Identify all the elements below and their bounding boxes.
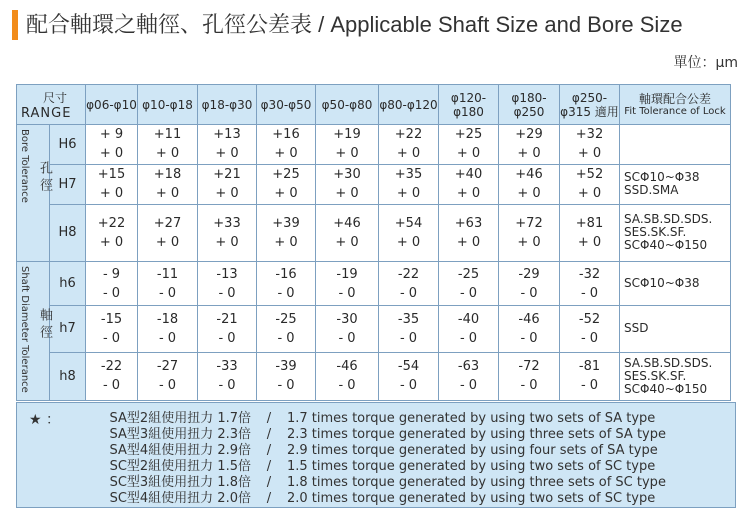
- value-cell: +81 + 0: [560, 204, 620, 261]
- grade-cell: H8: [50, 204, 86, 261]
- shaft-label-en: Shaft Diameter Tolerance: [19, 266, 30, 393]
- value-cell: -15 - 0: [86, 306, 138, 352]
- value-cell: -33 - 0: [198, 352, 257, 400]
- value-cell: +46 + 0: [499, 164, 560, 204]
- bore-row-h7: [17, 164, 731, 204]
- unit-label: 單位：μm: [673, 55, 738, 71]
- value-cell: +16 + 0: [257, 125, 316, 165]
- header-row: [17, 85, 731, 125]
- note-line: SC型4組使用扭力 2.0倍 / 2.0 times torque generated by using two sets of SC type: [109, 491, 656, 506]
- fit-cell: SA.SB.SD.SDS. SES.SK.SF. SCΦ40~Φ150: [620, 352, 731, 400]
- bore-row-h6: [17, 125, 731, 165]
- bore-label-en: Bore Tolerance: [19, 129, 30, 203]
- value-cell: +15 + 0: [86, 164, 138, 204]
- value-cell: -22 - 0: [379, 262, 439, 306]
- bore-label-zh: 孔徑: [37, 161, 52, 195]
- note-line: SC型3組使用扭力 1.8倍 / 1.8 times torque generated by using three sets of SC type: [109, 475, 666, 490]
- value-cell: +27 + 0: [138, 204, 198, 261]
- value-cell: -72 - 0: [499, 352, 560, 400]
- range-col-header: φ10-φ18: [138, 85, 198, 125]
- bore-side-label: [17, 125, 50, 262]
- value-cell: -46 - 0: [316, 352, 379, 400]
- value-cell: + 9 + 0: [86, 125, 138, 165]
- grade-cell: h7: [50, 306, 86, 352]
- value-cell: +33 + 0: [198, 204, 257, 261]
- value-cell: +29 + 0: [499, 125, 560, 165]
- range-col-header: φ50-φ80: [316, 85, 379, 125]
- shaft-label-zh: 軸徑: [37, 308, 52, 342]
- value-cell: +22 + 0: [86, 204, 138, 261]
- value-cell: +21 + 0: [198, 164, 257, 204]
- range-col-header: φ250-φ315 適用: [560, 85, 620, 125]
- torque-notes-panel: [16, 402, 736, 508]
- value-cell: -18 - 0: [138, 306, 198, 352]
- value-cell: -81 - 0: [560, 352, 620, 400]
- value-cell: -39 - 0: [257, 352, 316, 400]
- shaft-row-h8: [17, 352, 731, 400]
- value-cell: -22 - 0: [86, 352, 138, 400]
- range-col-header: φ80-φ120: [379, 85, 439, 125]
- range-col-header: φ06-φ10: [86, 85, 138, 125]
- value-cell: +25 + 0: [257, 164, 316, 204]
- note-line: SA型3組使用扭力 2.3倍 / 2.3 times torque generated by using three sets of SA type: [109, 427, 666, 442]
- note-line: SA型2組使用扭力 1.7倍 / 1.7 times torque generated by using two sets of SA type: [109, 411, 656, 426]
- value-cell: -16 - 0: [257, 262, 316, 306]
- grade-cell: H6: [50, 125, 86, 165]
- value-cell: +22 + 0: [379, 125, 439, 165]
- value-cell: +63 + 0: [439, 204, 499, 261]
- grade-cell: H7: [50, 164, 86, 204]
- range-header-cell: [17, 85, 86, 125]
- value-cell: -32 - 0: [560, 262, 620, 306]
- note-line: SA型4組使用扭力 2.9倍 / 2.9 times torque generated by using four sets of SA type: [109, 443, 658, 458]
- value-cell: +13 + 0: [198, 125, 257, 165]
- value-cell: -35 - 0: [379, 306, 439, 352]
- fit-cell: [620, 125, 731, 165]
- range-col-header: φ30-φ50: [257, 85, 316, 125]
- fit-cell: SSD: [620, 306, 731, 352]
- fit-header-en: Fit Tolerance of Lock: [624, 106, 726, 117]
- title-accent-bar: [12, 10, 18, 40]
- shaft-side-label: [17, 262, 50, 401]
- value-cell: +72 + 0: [499, 204, 560, 261]
- value-cell: -63 - 0: [439, 352, 499, 400]
- value-cell: +39 + 0: [257, 204, 316, 261]
- value-cell: +25 + 0: [439, 125, 499, 165]
- value-cell: - 9 - 0: [86, 262, 138, 306]
- value-cell: -11 - 0: [138, 262, 198, 306]
- fit-cell: SA.SB.SD.SDS. SES.SK.SF. SCΦ40~Φ150: [620, 204, 731, 261]
- note-line: SC型2組使用扭力 1.5倍 / 1.5 times torque generated by using two sets of SC type: [109, 459, 656, 474]
- value-cell: -46 - 0: [499, 306, 560, 352]
- value-cell: +46 + 0: [316, 204, 379, 261]
- value-cell: +35 + 0: [379, 164, 439, 204]
- range-label: RANGE: [21, 105, 72, 121]
- value-cell: -19 - 0: [316, 262, 379, 306]
- fit-cell: SCΦ10~Φ38 SSD.SMA: [620, 164, 731, 204]
- value-cell: +32 + 0: [560, 125, 620, 165]
- bore-row-h8: [17, 204, 731, 261]
- fit-cell: SCΦ10~Φ38: [620, 262, 731, 306]
- shaft-row-h6: [17, 262, 731, 306]
- value-cell: -21 - 0: [198, 306, 257, 352]
- value-cell: -25 - 0: [257, 306, 316, 352]
- range-col-header: φ18-φ30: [198, 85, 257, 125]
- shaft-row-h7: [17, 306, 731, 352]
- fit-header-zh: 軸環配合公差: [638, 92, 711, 106]
- value-cell: +11 + 0: [138, 125, 198, 165]
- value-cell: -40 - 0: [439, 306, 499, 352]
- value-cell: +52 + 0: [560, 164, 620, 204]
- value-cell: +40 + 0: [439, 164, 499, 204]
- value-cell: -52 - 0: [560, 306, 620, 352]
- value-cell: -54 - 0: [379, 352, 439, 400]
- star-icon: ★ ：: [29, 412, 61, 428]
- value-cell: -25 - 0: [439, 262, 499, 306]
- value-cell: -13 - 0: [198, 262, 257, 306]
- value-cell: -30 - 0: [316, 306, 379, 352]
- value-cell: +19 + 0: [316, 125, 379, 165]
- page-title: 配合軸環之軸徑、孔徑公差表 / Applicable Shaft Size and Bore Size: [26, 12, 683, 37]
- tolerance-table: [16, 84, 731, 401]
- range-col-header: φ180-φ250: [499, 85, 560, 125]
- grade-cell: h6: [50, 262, 86, 306]
- value-cell: -27 - 0: [138, 352, 198, 400]
- fit-tolerance-header: [620, 85, 731, 125]
- value-cell: +54 + 0: [379, 204, 439, 261]
- value-cell: +30 + 0: [316, 164, 379, 204]
- range-col-header: φ120-φ180: [439, 85, 499, 125]
- value-cell: -29 - 0: [499, 262, 560, 306]
- grade-cell: h8: [50, 352, 86, 400]
- size-label: 尺寸: [42, 90, 67, 105]
- value-cell: +18 + 0: [138, 164, 198, 204]
